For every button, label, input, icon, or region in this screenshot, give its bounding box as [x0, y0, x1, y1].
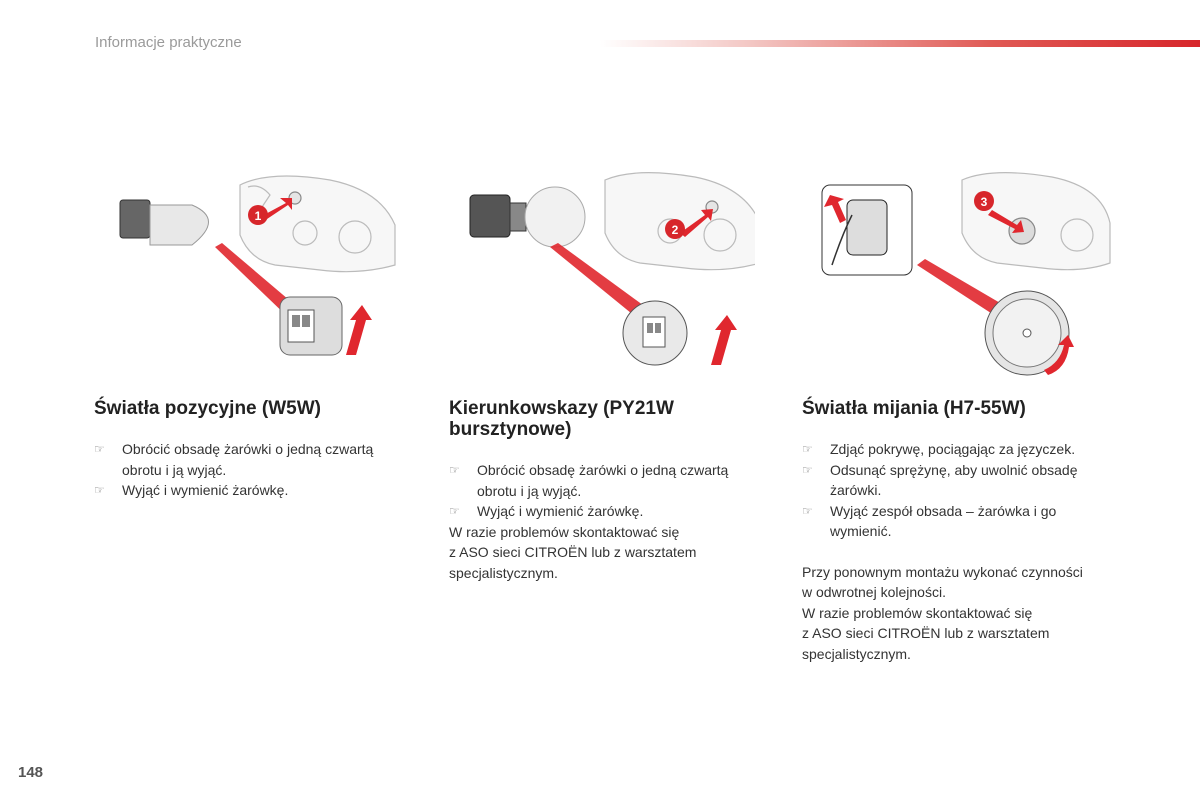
- note-line: z ASO sieci CITROËN lub z warsztatem: [802, 625, 1050, 641]
- list-item: ☞ Wyjąć zespół obsada – żarówka i go wymienić.: [802, 502, 1057, 539]
- w5w-socket-icon: [280, 297, 372, 355]
- svg-text:3: 3: [980, 195, 988, 209]
- h7-cover-icon: [985, 291, 1074, 375]
- dipped-beam-bulb-illustration: [812, 165, 1112, 380]
- section-title: Kierunkowskazy (PY21W bursztynowe): [449, 398, 674, 440]
- pointing-hand-icon: ☞: [449, 463, 460, 477]
- py21w-bulb-icon: [470, 187, 585, 247]
- list-item: ☞ Wyjąć i wymienić żarówkę.: [94, 480, 414, 501]
- pointing-hand-icon: ☞: [94, 483, 105, 497]
- section-title: Światła mijania (H7-55W): [802, 398, 1026, 419]
- section-indicators: [449, 398, 769, 583]
- list-item: ☞ Wyjąć i wymienić żarówkę.: [449, 501, 769, 522]
- w5w-bulb-icon: [120, 200, 209, 245]
- list-item: ☞ Obrócić obsadę żarówki o jedną czwartą obrotu i ją wyjąć.: [449, 462, 729, 499]
- py21w-socket-icon: [623, 301, 737, 365]
- note-line: W razie problemów skontaktować się: [449, 523, 680, 540]
- note-line: specjalistycznym.: [802, 645, 911, 662]
- page-number: 148: [18, 764, 44, 781]
- svg-text:2: 2: [671, 223, 679, 237]
- instruction-list: [802, 439, 1102, 542]
- section-title: Światła pozycyjne (W5W): [94, 398, 321, 419]
- list-item: ☞ Odsunąć sprężynę, aby uwolnić obsadę żarówki.: [802, 461, 1078, 498]
- pointing-hand-icon: ☞: [802, 462, 813, 477]
- section-position-lights: [94, 398, 414, 501]
- header-title: Informacje praktyczne: [95, 34, 242, 51]
- note-line: specjalistycznym.: [449, 564, 558, 581]
- list-item: ☞ Zdjąć pokrywę, pociągając za języczek.: [802, 439, 1102, 460]
- instruction-list: [449, 460, 769, 522]
- note-line: W razie problemów skontaktować się: [802, 604, 1033, 621]
- pointing-hand-icon: ☞: [94, 442, 105, 456]
- instruction-list: [94, 439, 414, 501]
- indicator-bulb-illustration: [455, 165, 755, 380]
- pointing-hand-icon: ☞: [802, 503, 813, 518]
- section-dipped-beam: [802, 398, 1122, 664]
- svg-text:1: 1: [254, 209, 262, 223]
- note-line: Przy ponownym montażu wykonać czynności: [802, 563, 1083, 580]
- position-light-bulb-illustration: [100, 165, 400, 380]
- pointing-hand-icon: ☞: [802, 442, 813, 456]
- note-line: z ASO sieci CITROËN lub z warsztatem: [449, 544, 697, 560]
- pointing-hand-icon: ☞: [449, 504, 460, 518]
- list-item: ☞ Obrócić obsadę żarówki o jedną czwartą obrotu i ją wyjąć.: [94, 441, 374, 478]
- note-line: w odwrotnej kolejności.: [802, 584, 946, 600]
- h7-bulb-holder-icon: [822, 185, 912, 275]
- header-accent-bar: [600, 40, 1200, 47]
